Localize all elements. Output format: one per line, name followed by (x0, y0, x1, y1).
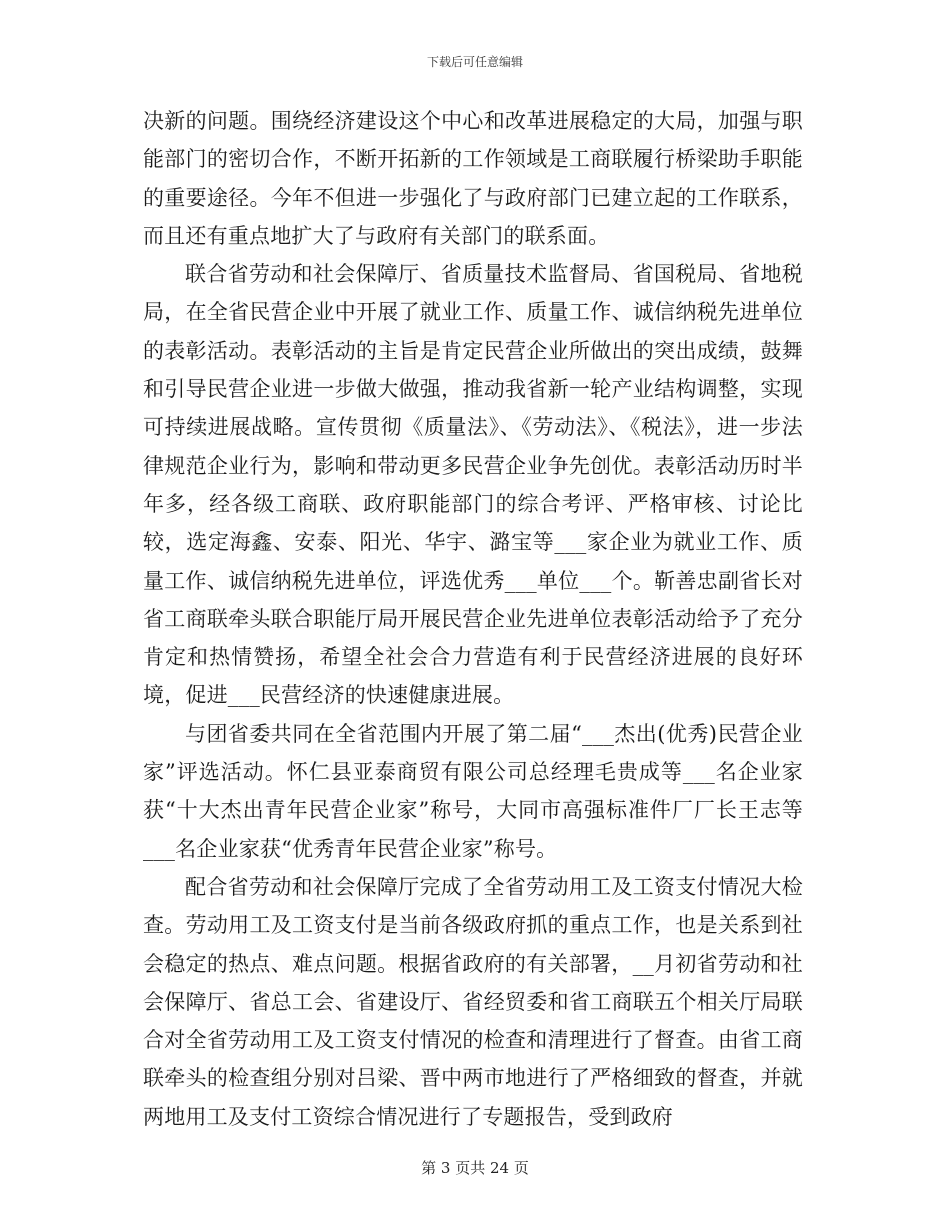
paragraph: 配合省劳动和社会保障厅完成了全省劳动用工及工资支付情况大检查。劳动用工及工资支付是当前各级政府抓的重点工作，也是关系到社会稳定的热点、难点问题。根据省政府的有关部署，__月初省劳动和社会保障厅、省总工会、省建设厅、省经贸委和省工商联五个相关厅局联合对全省劳动用工及工资支付情况的检查和清理进行了督查。由省工商联牵头的检查组分别对吕梁、晋中两市地进行了严格细致的督查，并就两地用工及支付工资综合情况进行了专题报告，受到政府 (143, 874, 803, 1129)
paragraph: 决新的问题。围绕经济建设这个中心和改革进展稳定的大局，加强与职能部门的密切合作，不断开拓新的工作领域是工商联履行桥梁助手职能的重要途径。今年不但进一步强化了与政府部门已建立起的工作联系，而且还有重点地扩大了与政府有关部门的联系面。 (143, 109, 803, 248)
page-number-footer: 第 3 页共 24 页 (421, 1159, 529, 1177)
paragraph: 与团省委共同在全省范围内开展了第二届“___杰出(优秀)民营企业家”评选活动。怀仁县亚泰商贸有限公司总经理毛贵成等___名企业家获“十大杰出青年民营企业家”称号，大同市高强标准件厂厂长王志等___名企业家获“优秀青年民营企业家”称号。 (143, 721, 803, 861)
paragraph: 联合省劳动和社会保障厅、省质量技术监督局、省国税局、省地税局，在全省民营企业中开展了就业工作、质量工作、诚信纳税先进单位的表彰活动。表彰活动的主旨是肯定民营企业所做出的突出成绩，鼓舞和引导民营企业进一步做大做强，推动我省新一轮产业结构调整，实现可持续进展战略。宣传贯彻《质量法》、《劳动法》、《税法》，进一步法律规范企业行为，影响和带动更多民营企业争先创优。表彰活动历时半年多，经各级工商联、政府职能部门的综合考评、严格审核、讨论比较，选定海鑫、安泰、阳光、华宇、潞宝等___家企业为就业工作、质量工作、诚信纳税先进单位，评选优秀___单位___个。靳善忠副省长对省工商联牵头联合职能厅局开展民营企业先进单位表彰活动给予了充分肯定和热情赞扬，希望全社会合力营造有利于民营经济进展的良好环境，促进___民营经济的快速健康进展。 (143, 262, 803, 708)
page-header: 下载后可任意编辑 (426, 55, 523, 69)
document-body (143, 102, 803, 1136)
